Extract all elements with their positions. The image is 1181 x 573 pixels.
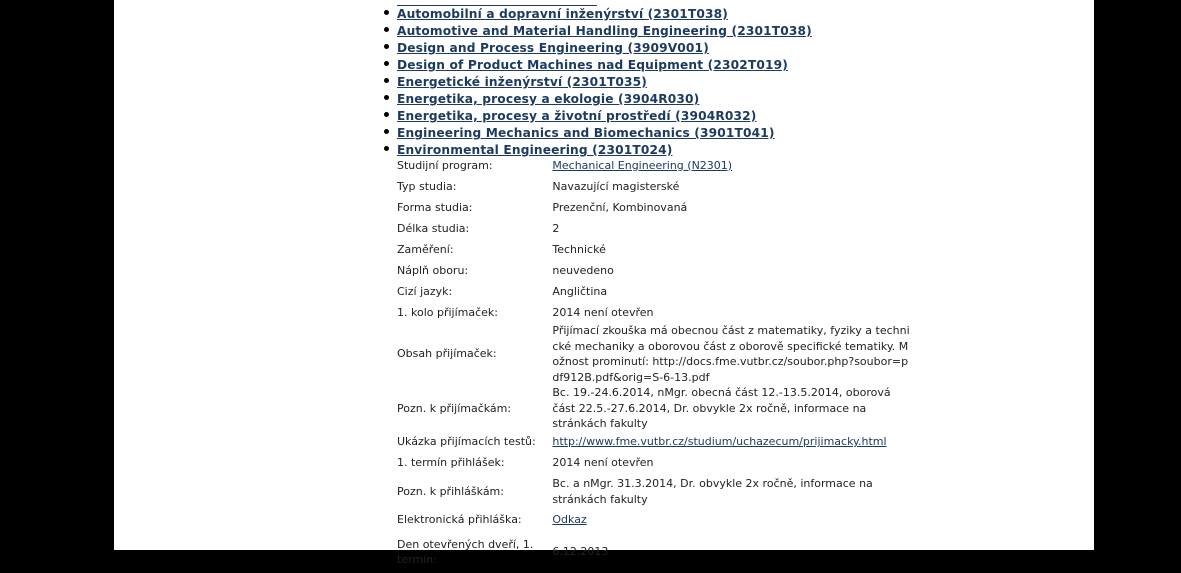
length-value: 2 — [552, 221, 560, 235]
bullet-icon — [384, 44, 389, 49]
list-item — [382, 89, 1002, 106]
program-link[interactable]: Mechanical Engineering (N2301) — [552, 158, 733, 172]
cut-off-previous-item — [396, 0, 716, 3]
list-item — [382, 21, 1002, 38]
exam-value: Přijímací zkouška má obecnou část z matematiky, fyziky a technické mechaniky a oborovou část z oborově specifické tematiky. Možnost prominutí: http://docs.fme.vutbr.cz/soubor.php?soubor=pdf912B.pdf&orig=S-6-13.pdf — [552, 324, 910, 384]
field-link[interactable]: Automobilní a dopravní inženýrství (2301T038) — [397, 7, 728, 21]
table-row — [395, 385, 915, 432]
table-row — [395, 260, 915, 281]
exam-note-value: Bc. 19.-24.6.2014, nMgr. obecná část 12.-13.5.2014, oborová část 22.5.-27.6.2014, Dr. obvykle 2x ročně, informace na stránkách fakulty — [552, 386, 891, 430]
content-value: neuvedeno — [552, 263, 614, 277]
content-label: Náplň oboru: — [397, 263, 469, 277]
table-row — [395, 453, 915, 474]
list-item — [382, 38, 1002, 55]
list-item — [382, 4, 1002, 21]
apply-term-value: 2014 není otevřen — [552, 456, 654, 470]
field-link[interactable]: Design of Product Machines nad Equipment (2302T019) — [397, 58, 788, 72]
table-row — [395, 281, 915, 302]
table-row — [395, 323, 915, 385]
type-value: Navazující magisterské — [552, 179, 680, 193]
list-item — [382, 123, 1002, 140]
field-detail-table — [395, 155, 915, 573]
sample-link[interactable]: http://www.fme.vutbr.cz/studium/uchazecum/prijimacky.html — [552, 435, 887, 449]
list-item — [382, 55, 1002, 72]
field-link[interactable]: Energetika, procesy a životní prostředí (3904R032) — [397, 109, 757, 123]
exam-label: Obsah přijímaček: — [397, 347, 497, 361]
openday-value: 6.12.2013 — [552, 544, 609, 558]
round-value: 2014 není otevřen — [552, 305, 654, 319]
bullet-icon — [384, 146, 389, 151]
sample-label: Ukázka přijímacích testů: — [397, 435, 536, 449]
list-item — [382, 72, 1002, 89]
language-label: Cizí jazyk: — [397, 284, 453, 298]
bullet-icon — [384, 10, 389, 15]
focus-label: Zaměření: — [397, 242, 454, 256]
table-row — [395, 302, 915, 323]
openday-label: Den otevřených dveří, 1. termín: — [397, 537, 534, 566]
table-row — [395, 218, 915, 239]
field-link[interactable]: Automotive and Material Handling Engineering (2301T038) — [397, 24, 812, 38]
length-label: Délka studia: — [397, 221, 470, 235]
table-row — [395, 239, 915, 260]
program-label: Studijní program: — [397, 158, 493, 172]
field-link[interactable]: Engineering Mechanics and Biomechanics (3901T041) — [397, 126, 775, 140]
form-value: Prezenční, Kombinovaná — [552, 200, 688, 214]
table-row — [395, 176, 915, 197]
bullet-icon — [384, 78, 389, 83]
bullet-icon — [384, 27, 389, 32]
table-row — [395, 531, 915, 573]
field-list — [382, 4, 1002, 157]
bullet-icon — [384, 61, 389, 66]
field-link[interactable]: Energetické inženýrství (2301T035) — [397, 75, 647, 89]
exam-note-label: Pozn. k přijímačkám: — [397, 401, 512, 415]
field-link[interactable]: Energetika, procesy a ekologie (3904R030) — [397, 92, 700, 106]
language-value: Angličtina — [552, 284, 608, 298]
apply-note-value: Bc. a nMgr. 31.3.2014, Dr. obvykle 2x ročně, informace na stránkách fakulty — [552, 477, 873, 506]
field-link-expanded[interactable]: Environmental Engineering (2301T024) — [397, 143, 673, 157]
apply-note-label: Pozn. k přihláškám: — [397, 484, 504, 498]
table-row — [395, 197, 915, 218]
table-row — [395, 474, 915, 510]
form-label: Forma studia: — [397, 200, 473, 214]
bullet-icon — [384, 112, 389, 117]
table-row — [395, 155, 915, 176]
apply-term-label: 1. termín přihlášek: — [397, 456, 505, 470]
list-item — [382, 106, 1002, 123]
round-label: 1. kolo přijímaček: — [397, 305, 499, 319]
table-row — [395, 510, 915, 531]
type-label: Typ studia: — [397, 179, 457, 193]
bullet-icon — [384, 129, 389, 134]
focus-value: Technické — [552, 242, 606, 256]
bullet-icon — [384, 95, 389, 100]
field-link[interactable]: Design and Process Engineering (3909V001) — [397, 41, 709, 55]
eapp-link[interactable]: Odkaz — [552, 513, 587, 527]
table-row — [395, 432, 915, 453]
page-content — [114, 0, 1094, 566]
eapp-label: Elektronická přihláška: — [397, 513, 522, 527]
